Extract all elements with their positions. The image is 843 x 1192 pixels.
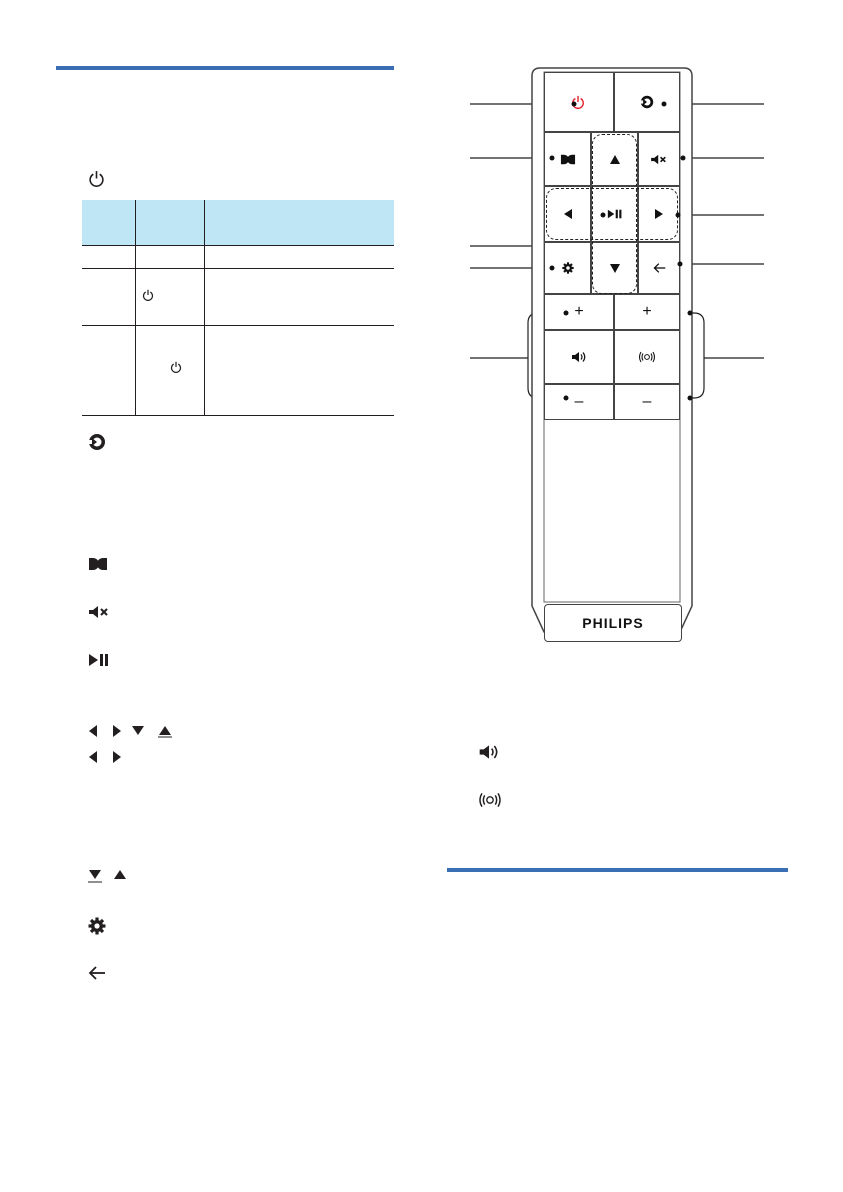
subwoofer-minus-label: – <box>642 393 652 410</box>
subwoofer-up-button[interactable] <box>614 294 680 330</box>
power-button[interactable] <box>544 72 614 132</box>
power-icon <box>571 95 585 109</box>
subwoofer-plus-label: + <box>642 303 652 320</box>
volume-icon <box>571 351 587 363</box>
volume-icon <box>478 744 500 762</box>
source-button[interactable] <box>614 72 680 132</box>
volume-down-button[interactable] <box>544 384 614 420</box>
dolby-icon <box>560 154 576 165</box>
volume-plus-label: + <box>574 303 584 320</box>
subwoofer-icon <box>638 351 656 363</box>
remote-control-illustration <box>530 66 694 642</box>
subwoofer-icon <box>478 792 502 810</box>
mute-icon <box>650 154 668 165</box>
subwoofer-down-button[interactable] <box>614 384 680 420</box>
brand-logo: PHILIPS <box>544 604 682 642</box>
volume-minus-label: – <box>574 393 584 410</box>
source-icon <box>640 95 654 109</box>
mute-button[interactable] <box>638 132 680 186</box>
navigation-group-horizontal <box>546 188 678 240</box>
settings-button[interactable] <box>544 242 591 294</box>
volume-indicator <box>544 330 614 384</box>
back-button[interactable] <box>638 242 680 294</box>
volume-up-button[interactable] <box>544 294 614 330</box>
subwoofer-indicator <box>614 330 680 384</box>
dolby-button[interactable] <box>544 132 591 186</box>
settings-gear-icon <box>562 262 574 274</box>
section-rule-right <box>447 868 788 872</box>
back-arrow-icon <box>653 262 666 274</box>
